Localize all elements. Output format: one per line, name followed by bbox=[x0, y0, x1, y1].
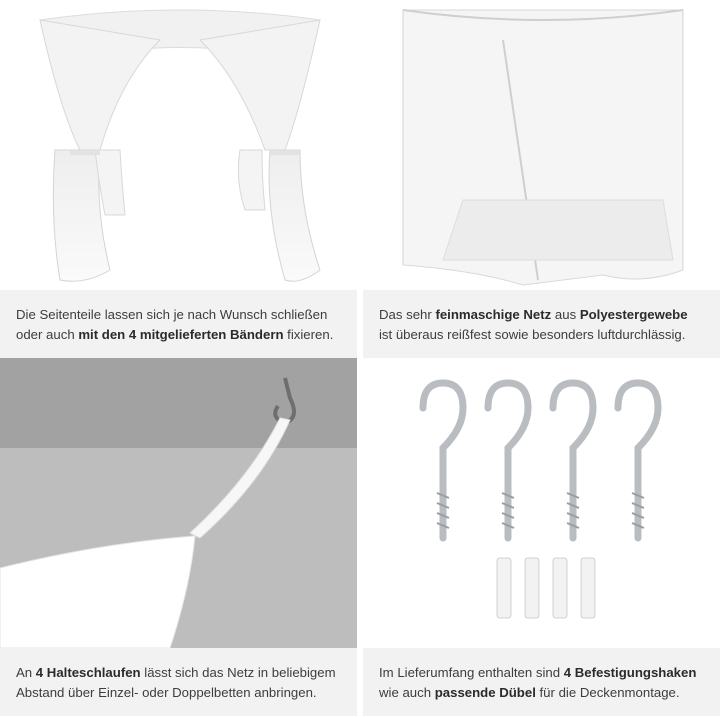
caption-side-panels bbox=[0, 290, 357, 358]
caption-line: Das sehr feinmaschige Netz aus Polyestergewebe bbox=[379, 307, 688, 322]
caption-line: Die Seitenteile lassen sich je nach Wunsch schließen bbox=[16, 307, 328, 322]
caption-highlight: mit den 4 mitgelieferten Bändern bbox=[78, 327, 284, 342]
caption-highlight: feinmaschige Netz bbox=[435, 307, 552, 322]
caption-highlight: 4 Halteschlaufen bbox=[35, 665, 141, 680]
caption-line: An 4 Halteschlaufen lässt sich das Netz in beliebigem bbox=[16, 665, 336, 680]
photo-hooks-and-dowels bbox=[363, 358, 720, 648]
wall-dowel-icon bbox=[581, 558, 595, 618]
wall-dowel-icon bbox=[553, 558, 567, 618]
caption-included-hooks bbox=[363, 648, 720, 716]
photo-hanging-loop bbox=[0, 358, 357, 648]
caption-hanging-loops bbox=[0, 648, 357, 716]
caption-highlight: passende Dübel bbox=[434, 685, 536, 700]
caption-line: oder auch mit den 4 mitgelieferten Bändern fixieren. bbox=[16, 327, 334, 342]
photo-canopy-tied-panels bbox=[0, 0, 357, 290]
photo-canopy-fine-mesh bbox=[363, 0, 720, 290]
caption-line: ist überaus reißfest sowie besonders luftdurchlässig. bbox=[379, 327, 686, 342]
caption-fine-mesh bbox=[363, 290, 720, 358]
caption-line: Im Lieferumfang enthalten sind 4 Befestigungshaken bbox=[379, 665, 697, 680]
wall-dowel-icon bbox=[497, 558, 511, 618]
caption-highlight: Polyestergewebe bbox=[579, 307, 688, 322]
caption-line: wie auch passende Dübel für die Deckenmontage. bbox=[379, 685, 680, 700]
caption-line: Abstand über Einzel- oder Doppelbetten anbringen. bbox=[16, 685, 317, 700]
wall-dowel-icon bbox=[525, 558, 539, 618]
caption-highlight: 4 Befestigungshaken bbox=[563, 665, 697, 680]
